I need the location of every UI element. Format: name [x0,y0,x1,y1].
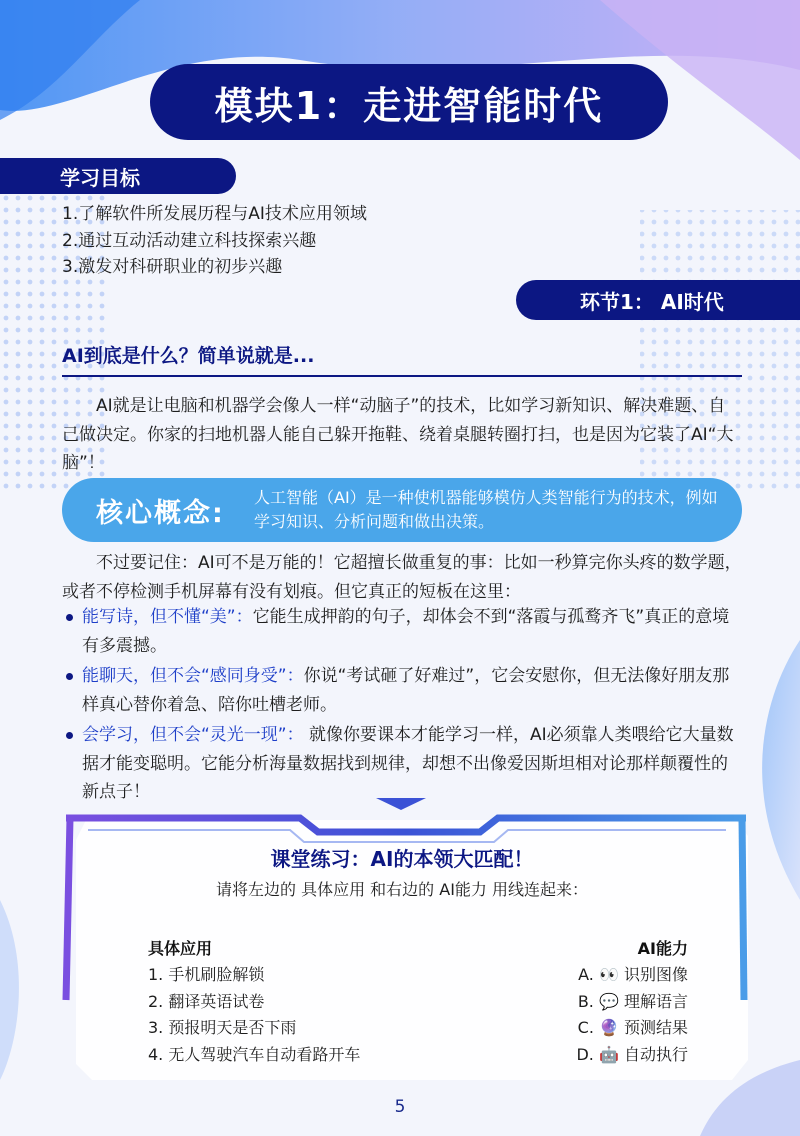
section-tab: 环节1： AI时代 [516,280,800,320]
core-concept-box [62,478,742,542]
bullet-dot-icon [66,732,73,739]
list-item [62,603,742,660]
exercise-title: 课堂练习：AI的本领大匹配！ [270,847,534,871]
ai-ability-item: A. 👀 识别图像 [578,965,688,984]
objectives-header: 学习目标 [0,158,236,194]
applications-header: 具体应用 [148,939,213,958]
question-heading: AI到底是什么？简单说就是... [62,341,742,377]
exercise-section [62,795,742,1085]
intro-paragraph: AI就是让电脑和机器学会像人一样“动脑子”的技术，比如学习新知识、解决难题、自己做决定。你家的扫地机器人能自己躲开拖鞋、绕着桌腿转圈打扫，也是因为它装了AI“大脑”！ [62,396,734,473]
applications-column [148,936,448,1068]
bullet-text: 它能生成押韵的句子，却体会不到“落霞与孤鹜齐飞”真正的意境有多震撼。 [82,607,730,656]
limits-paragraph: 不过要记住：AI可不是万能的！它超擅长做重复的事：比如一秒算完你头疼的数学题，或者不停检测手机屏幕有没有划痕。但它真正的短板在这里： [62,553,742,602]
ai-abilities-column [488,936,688,1068]
exercise-instruction: 请将左边的 具体应用 和右边的 AI能力 用线连起来： [215,880,588,899]
bullet-highlight: 能写诗，但不懂“美”： [82,607,253,627]
objective-item: 1.了解软件所发展历程与AI技术应用领域 [62,204,367,224]
core-concept-label: 核心概念: [96,497,225,529]
objective-item: 3.激发对科研职业的初步兴趣 [62,257,283,277]
page-number: 5 [394,1097,406,1117]
objectives-list [62,201,562,281]
list-item [62,662,742,719]
bullet-highlight: 能聊天，但不会“感同身受”： [82,666,304,686]
bullet-dot-icon [66,673,73,680]
application-item: 3. 预报明天是否下雨 [148,1018,297,1037]
application-item: 1. 手机刷脸解锁 [148,965,265,984]
list-item [62,721,742,807]
page-title: 模块1：走进智能时代 [150,64,668,140]
ai-ability-item: D. 🤖 自动执行 [576,1044,688,1064]
bullet-text: 你说“考试砸了好难过”，它会安慰你，但无法像好朋友那样真心替你着急、陪你吐槽老师。 [82,666,730,715]
ai-abilities-header: AI能力 [637,939,688,958]
ai-ability-item: B. 💬 理解语言 [577,991,688,1011]
core-concept-text: 人工智能（AI）是一种使机器能够模仿人类智能行为的技术，例如学习知识、分析问题和做出决策。 [254,488,718,531]
objective-item: 2.通过互动活动建立科技探索兴趣 [62,230,317,251]
bullet-highlight: 会学习，但不会“灵光一现”： [82,725,304,745]
application-item: 4. 无人驾驶汽车自动看路开车 [148,1044,361,1064]
bullet-dot-icon [66,614,73,621]
bullet-text: 就像你要课本才能学习一样，AI必须靠人类喂给它大量数据才能变聪明。它能分析海量数据找到规律，却想不出像爱因斯坦相对论那样颠覆性的新点子！ [82,725,734,802]
application-item: 2. 翻译英语试卷 [148,991,265,1011]
limits-bullet-list [62,603,742,809]
ai-ability-item: C. 🔮 预测结果 [577,1018,688,1037]
